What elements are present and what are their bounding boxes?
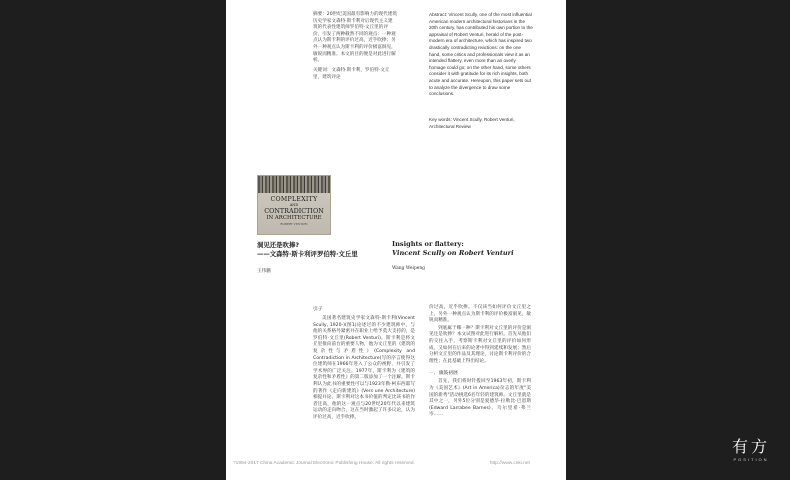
- section-heading-1: 一、旗鼓初展: [429, 371, 458, 377]
- brand-name-english: POSITION: [733, 457, 769, 462]
- paragraph: 到底属于哪一种？斯卡利对文丘里的评价是洞见还是吹捧？本文试图对此进行解析。首先从他们的交往入手，考察斯卡利对文丘里的评价如何形成，又如何在后来的论著中得到延续和发展；然后分析文丘里的作品及其理论，讨论斯卡利评价的合理性；在此基础上得出结论。: [429, 325, 531, 364]
- article-title-english: [392, 240, 552, 259]
- section-heading-intro: 引子: [313, 307, 323, 312]
- footer-copyright: ?1994-2017 China Academic Journal Electronic Publishing House. All rights reserved.: [233, 461, 415, 466]
- page-footer: [233, 461, 530, 466]
- body-column-left: [313, 305, 415, 423]
- cover-title-line4: IN ARCHITECTURE: [266, 215, 322, 221]
- title-cn-main: 洞见还是吹捧?: [257, 241, 300, 249]
- title-en-subtitle: Vincent Scully on Robert Venturi: [392, 249, 514, 258]
- keywords-english: Key words: Vincent Scully, Robert Venturi, Architectural Review: [429, 117, 515, 129]
- paragraph-continued: 价过高，近乎吹捧。不仅该当如何评价文丘里之上，另外一种观点认为斯卡利的评价极富洞见，敏锐而精准。: [429, 305, 531, 324]
- author-english: Wang Weipeng: [392, 266, 425, 271]
- document-page: [226, 0, 566, 480]
- title-cn-subtitle: ——文森特·斯卡利评罗伯特·文丘里: [257, 250, 358, 259]
- cover-text: [260, 196, 328, 226]
- paragraph: 美国著名建筑史学家文森特·斯卡利(Vincent Scully, 1920-)(图1)论述过的不少建筑师中，与他的关系格外紧密并在职业上给予莫大支持的，是罗伯特·文丘里(Robert Venturi)。斯卡利是将文丘里推向前台的重要人物，他为文丘里的《建筑的复杂性与矛盾性》(Complexity and Contradiction in Architecture)写的序言使得这位建筑师在1966年进入了公众的视野，并引发了学术界的广泛关注。1977年，斯卡利为《建筑的复杂性和矛盾性》的第二版添加了一个注解。斯卡利认为此书的重要性可以与1923年勒·柯布西耶写的著作《走向新建筑》(Vers une Architecture)相提并论。斯卡利对这本书价值的判定比该书的作者还高，他的这一观点与20世纪20年代以来建筑运动的走向吻合，这在当时激起了许多议论，认为评价过高，近乎吹捧。: [313, 316, 415, 420]
- cover-photo-strip: [258, 176, 330, 193]
- brand-watermark: [722, 437, 780, 463]
- author-chinese: 王伟鹏: [257, 269, 271, 274]
- abstract-english: Abstract: Vincent Scully, one of the most influential American modern architectural historians in the 20th century, has contributed his own portion to the appraisal of Robert Venturi, herald of the post-modern era of architecture, which has inspired two drastically contradicting reactions: on the one hand, some critics and professionals view it as an intended flattery, even more than an overly homage could go; on the other hand, some others consider it with gratitude for its rich insights, both acute and accurate. Hereupon, this paper sets out to analyze the divergence to draw some conclusions.: [429, 12, 533, 97]
- brand-name-chinese: 有方: [731, 437, 770, 456]
- cover-title-line2: AND: [289, 203, 299, 207]
- keywords-chinese: 关键词：文森特·斯卡利，罗伯特·文丘里，建筑评论: [313, 68, 390, 80]
- book-cover-image: [257, 175, 331, 235]
- cover-title-line3: CONTRADICTION: [264, 206, 324, 215]
- body-column-right: [429, 305, 531, 420]
- title-en-main: Insights or flattery:: [392, 240, 464, 248]
- article-title-chinese: [257, 241, 407, 260]
- paragraph: 首先，我们将时针拨回至1963年初，斯卡利为《美国艺术》(Art in America)杂志的年度"美国的新秀"活动挑选6名年轻的建筑师。文丘里就是其中之一，另外5位分别是爱德华·拉勒比·巴恩斯(Edward Larrabee Barnes)、乌尔里希·弗兰岑……: [429, 379, 531, 418]
- abstract-chinese: 摘要：20世纪美国最有影响力的现代建筑历史学家文森特·斯卡利对后现代主义建筑的代表性建筑师罗伯特·文丘里的评价，引发了两种截然不同的观点：一种观点认为斯卡利的评价过高，近乎吹捧；另外一种观点认为斯卡利的评价极富洞见，敏锐而精准。本文的目的便是对此进行解析。: [313, 12, 397, 64]
- cover-author: ROBERT VENTURI: [280, 221, 308, 226]
- cover-title-line1: COMPLEXITY: [270, 196, 318, 203]
- footer-url: http://www.cnki.net: [489, 461, 530, 466]
